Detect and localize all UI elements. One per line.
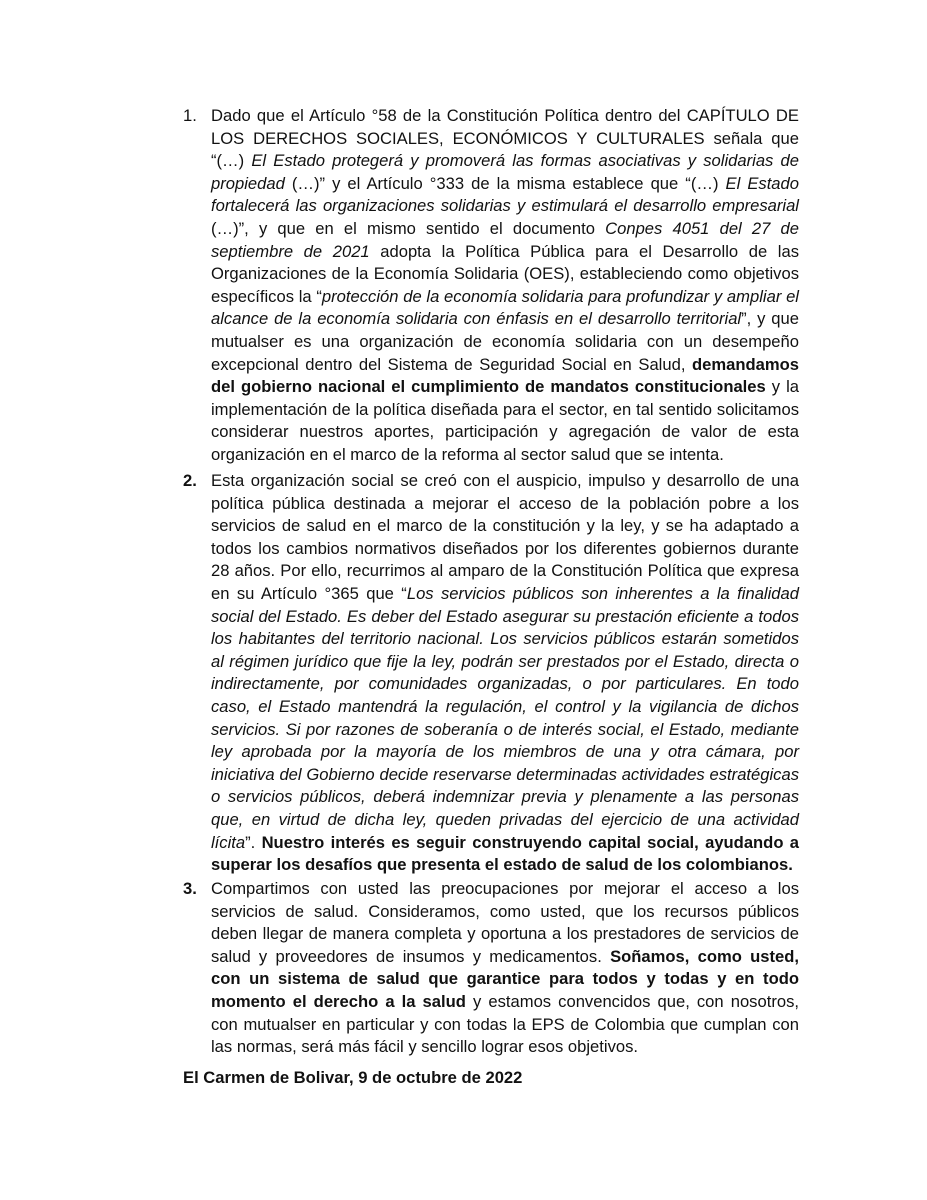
item-number: 2. [183, 471, 197, 490]
item-number: 3. [183, 879, 197, 898]
item-2-text [211, 470, 799, 877]
item-number: 1. [183, 106, 197, 125]
italic-quote: Conpes 4051 del 27 de septiembre de 2021 [211, 218, 800, 261]
italic-quote: El Estado fortalecerá las organizaciones solidarias y estimulará el desarrollo empresarial [211, 173, 799, 216]
text-run: adopta la Política Pública para el Desarrollo de las Organizaciones de la Economía Solidaria (OES), estableciendo como objetivos específicos la “ [211, 241, 799, 306]
text-run: ”, y que mutualser es una organización de economía solidaria con un desempeño excepcional dentro del Sistema de Seguridad Social en Salud, [211, 309, 799, 374]
bold-emphasis: Nuestro interés es seguir construyendo capital social, ayudando a superar los desafíos que presenta el estado de salud de los colombianos. [211, 832, 799, 875]
text-run: Dado que el Artículo °58 de la Constitución Política dentro del CAPÍTULO DE LOS DERECHOS SOCIALES, ECONÓMICOS Y CULTURALES señala que “(…) [211, 106, 799, 171]
italic-quote: Los servicios públicos son inherentes a la finalidad social del Estado. Es deber del Estado asegurar su prestación eficiente a todos los habitantes del territorio nacional. Los servicios públicos estarán sometidos al régimen jurídico que fije la ley, podrán ser prestados por el Estado, directa o indirectamente, por comunidades organizadas, o por particulares. En todo caso, el Estado mantendrá la regulación, el control y la vigilancia de dichos servicios. Si por razones de soberanía o de interés social, el Estado, mediante ley aprobada por la mayoría de los miembros de una y otra cámara, por iniciativa del Gobierno decide reservarse determinadas actividades estratégicas o servicios públicos, deberá indemnizar previa y plenamente a las personas que, en virtud de dicha ley, queden privadas del ejercicio de una actividad lícita [211, 583, 799, 852]
item-3-text [211, 878, 799, 1059]
italic-quote: protección de la economía solidaria para profundizar y ampliar el alcance de la economía solidaria con énfasis en el desarrollo territorial [211, 286, 799, 329]
text-run: (…)”, y que en el mismo sentido el documento [211, 218, 606, 238]
bold-emphasis: demandamos del gobierno nacional el cumplimiento de mandatos constitucionales [211, 354, 799, 397]
text-run: (…)” y el Artículo °333 de la misma establece que “(…) [284, 173, 726, 193]
place-and-date: El Carmen de Bolivar, 9 de octubre de 2022 [183, 1068, 523, 1087]
numbered-item-3 [183, 878, 799, 1059]
text-run: Esta organización social se creó con el auspicio, impulso y desarrollo de una política pública destinada a mejorar el acceso de la población pobre a los servicios de salud en el marco de la constitución y la ley, y se ha adaptado a todos los cambios normativos diseñados por los diferentes gobiernos durante 28 años. Por ello, recurrimos al amparo de la Constitución Política que expresa en su Artículo °365 que “ [211, 471, 799, 603]
item-1-text [211, 105, 799, 467]
text-run: y la implementación de la política diseñada para el sector, en tal sentido solicitamos considerar nuestros aportes, participación y agregación de valor de esta organización en el marco de la reforma al sector salud que se intenta. [211, 377, 800, 464]
text-run: ”. [245, 832, 262, 852]
text-run: Compartimos con usted las preocupaciones por mejorar el acceso a los servicios de salud. Consideramos, como usted, que los recursos públicos deben llegar de manera completa y oportuna a los prestadores de servicios de salud y proveedores de insumos y medicamentos. [211, 879, 799, 966]
text-run: y estamos convencidos que, con nosotros, con mutualser en particular y con todas la EPS de Colombia que cumplan con las normas, será más fácil y sencillo lograr esos objetivos. [211, 991, 799, 1057]
numbered-item-1 [183, 105, 799, 467]
italic-quote: El Estado protegerá y promoverá las formas asociativas y solidarias de propiedad [211, 151, 799, 193]
bold-emphasis: Soñamos, como usted, con un sistema de salud que garantice para todos y todas y en todo momento el derecho a la salud [211, 946, 800, 1011]
numbered-item-2 [183, 470, 799, 877]
